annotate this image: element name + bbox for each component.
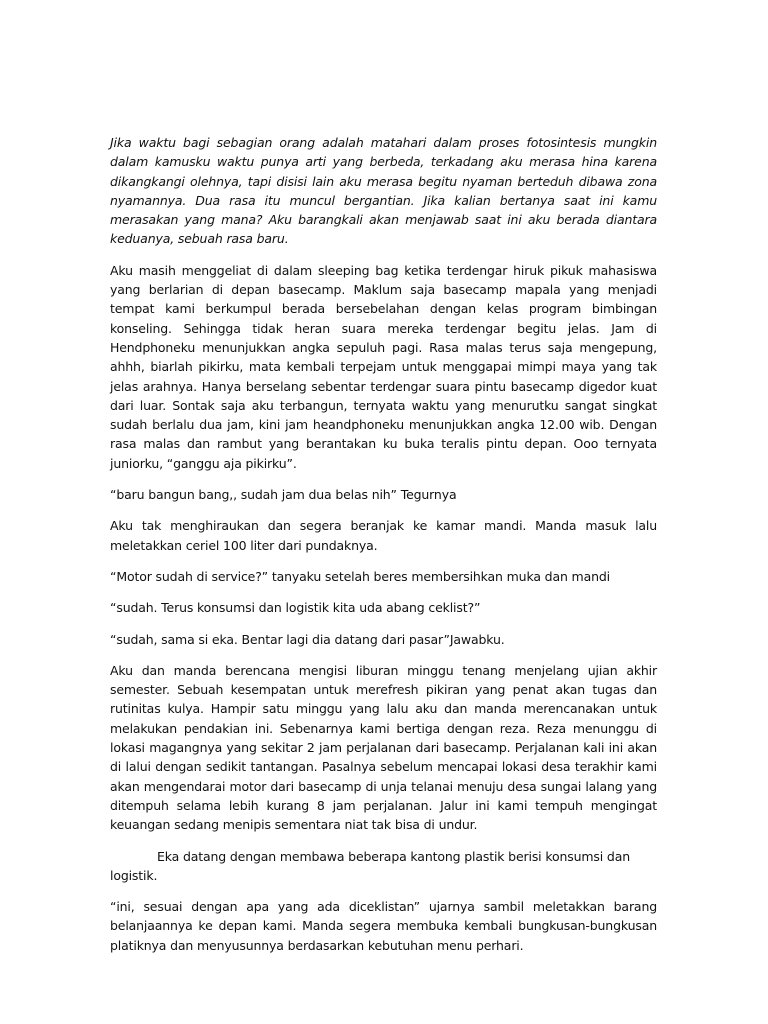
paragraph-dialogue-logistik: “sudah. Terus konsumsi dan logistik kita uda abang ceklist?” <box>110 600 481 616</box>
paragraph-dialogue-eka: “sudah, sama si eka. Bentar lagi dia datang dari pasar”Jawabku. <box>110 631 505 647</box>
paragraph-kamar-mandi: Aku tak menghiraukan dan segera beranjak ke kamar mandi. Manda masuk lalu meletakkan ceriel 100 liter dari pundaknya. <box>110 518 657 553</box>
paragraph-basecamp: Aku masih menggeliat di dalam sleeping bag ketika terdengar hiruk pikuk mahasiswa yang berlarian di depan basecamp. Maklum saja basecamp mapala yang menjadi tempat kami berkumpul berada bersebelahan dengan kelas program bimbingan konseling. Sehingga tidak heran suara mereka terdengar begitu jelas. Jam di Hendphoneku menunjukkan angka sepuluh pagi. Rasa malas terus saja mengepung, ahhh, biarlah pikirku, mata kembali terpejam untuk menggapai mimpi maya yang tak jelas arahnya. Hanya berselang sebentar terdengar suara pintu basecamp digedor kuat dari luar. Sontak saja aku terbangun, ternyata waktu yang menurutku sangat singkat sudah berlalu dua jam, kini jam heandphoneku menunjukkan angka 12.00 wib. Dengan rasa malas dan rambut yang berantakan ku buka teralis pintu depan. Ooo ternyata juniorku, “ganggu aja pikirku”. <box>110 262 657 471</box>
paragraph-dialogue-motor: “Motor sudah di service?” tanyaku setelah beres membersihkan muka dan mandi <box>110 568 610 584</box>
paragraph-rencana: Aku dan manda berencana mengisi liburan minggu tenang menjelang ujian akhir semester. Sebuah kesempatan untuk merefresh pikiran yang penat akan tugas dan rutinitas kulya. Hampir satu minggu yang lalu aku dan manda merencanakan untuk melakukan pendakian ini. Sebenarnya kami bertiga dengan reza. Reza menunggu di lokasi magangnya yang sekitar 2 jam perjalanan dari basecamp. Perjalanan kali ini akan di lalui dengan sedikit tantangan. Pasalnya sebelum mencapai lokasi desa terakhir kami akan mengendarai motor dari basecamp di unja telanai menuju desa sungai lalang yang ditempuh selama lebih kurang 8 jam perjalanan. Jalur ini kami tempuh mengingat keuangan sedang menipis sementara niat tak bisa di undur. <box>110 662 657 833</box>
paragraph-ceklistan: “ini, sesuai dengan apa yang ada diceklistan” ujarnya sambil meletakkan barang belanjaannya ke depan kami. Manda segera membuka kembali bungkusan-bungkusan platiknya dan menyusunnya berdasarkan kebutuhan menu perhari. <box>110 899 657 953</box>
document-body <box>110 133 657 967</box>
paragraph-intro: Jika waktu bagi sebagian orang adalah matahari dalam proses fotosintesis mungkin dalam kamusku waktu punya arti yang berbeda, terkadang aku merasa hina karena dikangkangi olehnya, tapi disisi lain aku merasa begitu nyaman berteduh dibawa zona nyamannya. Dua rasa itu muncul bergantian. Jika kalian bertanya saat ini kamu merasakan yang mana? Aku barangkali akan menjawab saat ini aku berada diantara keduanya, sebuah rasa baru. <box>110 135 657 247</box>
paragraph-dialogue-tegur: “baru bangun bang,, sudah jam dua belas nih” Tegurnya <box>110 487 457 503</box>
paragraph-eka-datang: Eka datang dengan membawa beberapa kantong plastik berisi konsumsi dan logistik. <box>110 848 630 883</box>
